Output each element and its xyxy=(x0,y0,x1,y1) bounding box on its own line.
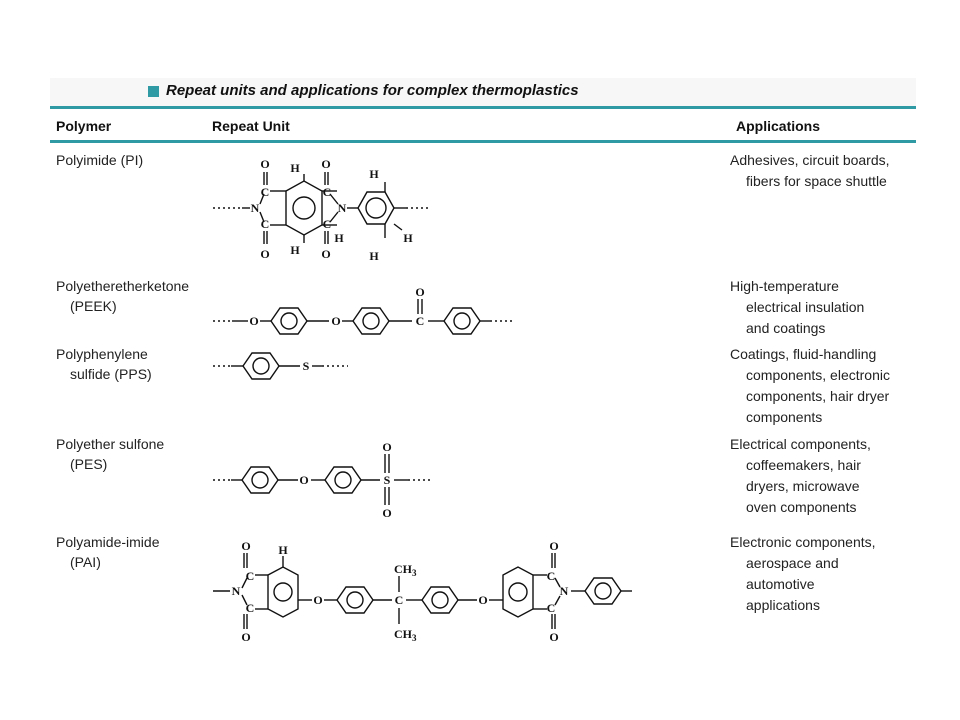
atom-label: H xyxy=(334,231,344,245)
atom-label: O xyxy=(478,593,488,607)
atom-label: C xyxy=(415,314,425,328)
atom-label: O xyxy=(260,157,270,171)
application-line: aerospace and xyxy=(746,555,839,571)
application-line: electrical insulation xyxy=(746,299,865,315)
table-caption: Repeat units and applications for complex thermoplastics xyxy=(166,82,579,99)
header-repeat-unit: Repeat Unit xyxy=(212,118,290,134)
application-line: and coatings xyxy=(746,320,826,336)
atom-label: C xyxy=(245,569,255,583)
atom-label: N xyxy=(337,201,347,215)
atom-label: H xyxy=(369,167,379,181)
atom-label: C xyxy=(245,601,255,615)
application-line: components, hair dryer xyxy=(746,388,890,404)
application-line: Electronic components, xyxy=(730,534,876,550)
atom-labels xyxy=(50,78,916,650)
application-line: fibers for space shuttle xyxy=(746,173,887,189)
application-line: components, electronic xyxy=(746,367,890,383)
atom-label: C xyxy=(546,601,556,615)
atom-label: O xyxy=(249,314,259,328)
polymer-name-line: Polyphenylene xyxy=(56,346,148,362)
atom-label: O xyxy=(241,539,251,553)
polymer-name-line: sulfide (PPS) xyxy=(70,366,152,382)
atom-label: O xyxy=(549,539,559,553)
application-line: automotive xyxy=(746,576,815,592)
application-line: Electrical components, xyxy=(730,436,871,452)
application-line: High-temperature xyxy=(730,278,839,294)
atom-label: N xyxy=(250,201,260,215)
atom-label: N xyxy=(559,584,569,598)
table-figure xyxy=(50,78,916,650)
atom-label: O xyxy=(299,473,309,487)
atom-label: O xyxy=(549,630,559,644)
atom-label: O xyxy=(415,285,425,299)
atom-label: S xyxy=(302,359,310,373)
polymer-name-line: Polyether sulfone xyxy=(56,436,165,452)
atom-label: C xyxy=(322,217,332,231)
atom-label: O xyxy=(331,314,341,328)
polymer-name-line: Polyamide-imide xyxy=(56,534,160,550)
application-line: coffeemakers, hair xyxy=(746,457,861,473)
polymer-name-line: Polyimide (PI) xyxy=(56,152,144,168)
header-polymer: Polymer xyxy=(56,118,112,134)
atom-label: O xyxy=(321,157,331,171)
atom-label: C xyxy=(260,185,270,199)
application-line: applications xyxy=(746,597,820,613)
atom-label: O xyxy=(313,593,323,607)
polymer-name-line: Polyetheretherketone xyxy=(56,278,190,294)
atom-label: O xyxy=(241,630,251,644)
polymer-name-line: (PEEK) xyxy=(70,298,117,314)
atom-label: H xyxy=(369,249,379,263)
application-line: dryers, microwave xyxy=(746,478,860,494)
application-line: oven components xyxy=(746,499,857,515)
atom-label: C xyxy=(546,569,556,583)
atom-label: O xyxy=(382,440,392,454)
methyl-label-bottom: $CH_3$ xyxy=(394,627,417,643)
atom-label: C xyxy=(260,217,270,231)
methyl-label-top: $CH_3$ xyxy=(394,562,417,578)
atom-label: H xyxy=(403,231,413,245)
atom-label: H xyxy=(290,243,300,257)
application-line: Adhesives, circuit boards, xyxy=(730,152,890,168)
atom-label: O xyxy=(260,247,270,261)
atom-label: O xyxy=(321,247,331,261)
atom-label: C xyxy=(322,185,332,199)
atom-label: S xyxy=(383,473,391,487)
atom-label: H xyxy=(278,543,288,557)
application-line: Coatings, fluid-handling xyxy=(730,346,877,362)
atom-label: C xyxy=(394,593,404,607)
polymer-name-line: (PAI) xyxy=(70,554,101,570)
atom-label: O xyxy=(382,506,392,520)
polymer-name-line: (PES) xyxy=(70,456,108,472)
application-line: components xyxy=(746,409,823,425)
atom-label: N xyxy=(231,584,241,598)
header-applications: Applications xyxy=(736,118,821,134)
atom-label: H xyxy=(290,161,300,175)
